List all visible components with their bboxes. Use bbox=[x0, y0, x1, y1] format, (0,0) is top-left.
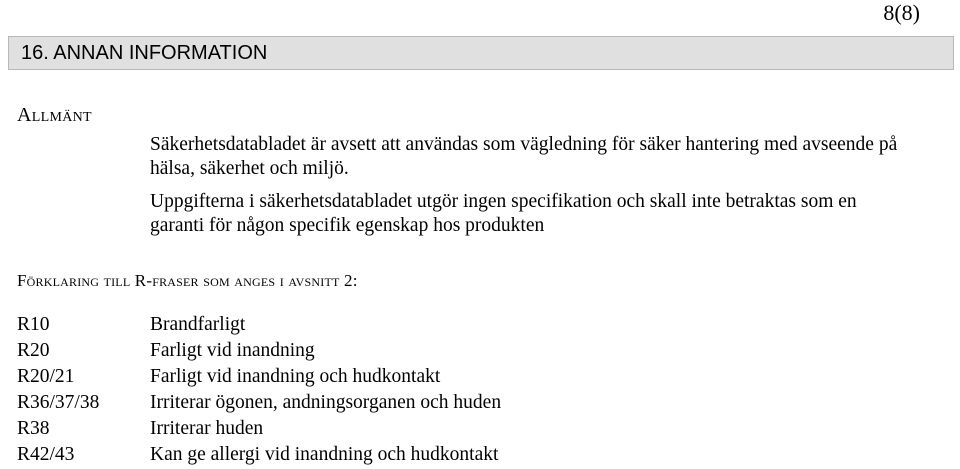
r-phrase-text: Farligt vid inandning bbox=[150, 340, 315, 361]
r-phrase-text: Farligt vid inandning och hudkontakt bbox=[150, 366, 441, 387]
r-phrase-row bbox=[17, 391, 917, 417]
r-phrase-text: Irriterar huden bbox=[150, 418, 264, 439]
general-paragraph-1: Säkerhetsdatabladet är avsett att användas som vägledning för säker hantering med avseende på hälsa, säkerhet och miljö. bbox=[150, 134, 898, 179]
r-phrases-list bbox=[17, 313, 917, 469]
r-phrase-text: Irriterar ögonen, andningsorganen och huden bbox=[150, 392, 502, 413]
r-phrase-text: Kan ge allergi vid inandning och hudkontakt bbox=[150, 444, 499, 465]
section-title: 16. ANNAN INFORMATION bbox=[21, 42, 268, 64]
r-phrase-code: R38 bbox=[17, 418, 50, 439]
r-phrase-code: R42/43 bbox=[17, 444, 75, 465]
r-phrase-code: R20 bbox=[17, 340, 50, 361]
page-number: 8(8) bbox=[883, 0, 920, 25]
r-phrase-code: R20/21 bbox=[17, 366, 75, 387]
r-phrase-text: Brandfarligt bbox=[150, 314, 246, 335]
r-phrase-row bbox=[17, 443, 917, 469]
r-phrase-code: R10 bbox=[17, 314, 50, 335]
r-phrases-heading: Förklaring till R-fraser som anges i avsnitt 2: bbox=[17, 271, 358, 290]
general-paragraph-2: Uppgifterna i säkerhetsdatabladet utgör ingen specifikation och skall inte betraktas som en garanti för någon specifik egenskap hos produkten bbox=[150, 191, 857, 236]
r-phrase-row bbox=[17, 365, 917, 391]
r-phrase-row bbox=[17, 313, 917, 339]
r-phrase-row bbox=[17, 339, 917, 365]
r-phrase-code: R36/37/38 bbox=[17, 392, 100, 413]
section-header-bar bbox=[8, 36, 954, 70]
r-phrase-row bbox=[17, 417, 917, 443]
general-heading: Allmänt bbox=[17, 104, 92, 126]
